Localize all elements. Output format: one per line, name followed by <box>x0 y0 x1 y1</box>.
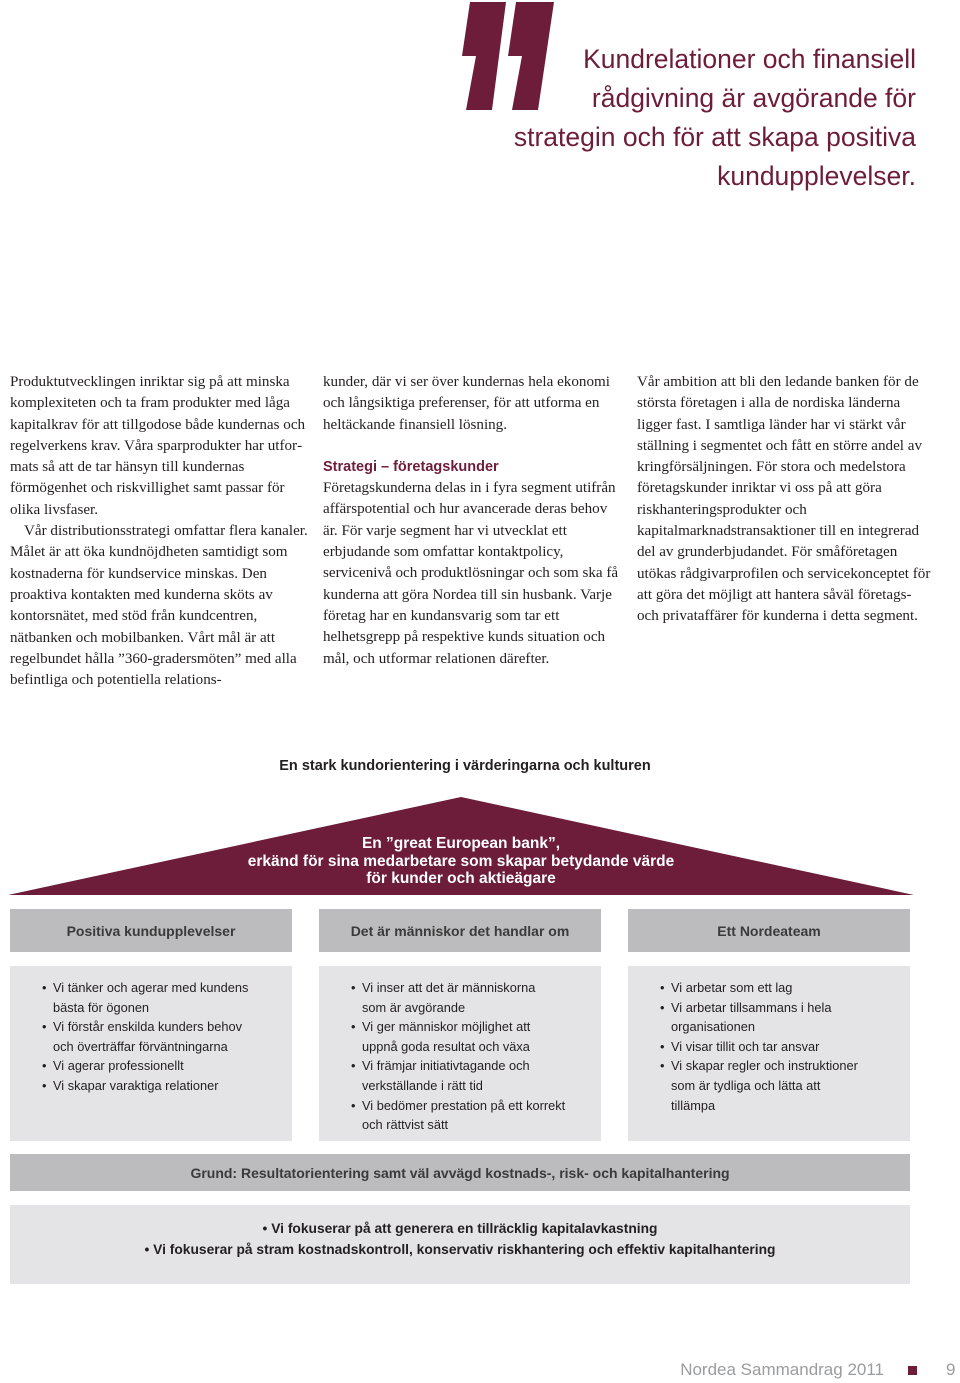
foundation-title: Grund: Resultatorientering samt väl avvägd kostnads-, risk- och kapitalhantering <box>10 1154 910 1191</box>
list-item <box>44 978 282 1017</box>
list-item-line: • Vi agerar professionellt <box>53 1058 184 1074</box>
list-item-line: • Vi arbetar tillsammans i hela <box>671 999 832 1015</box>
list-item-line: • Vi förstår enskilda kunders behov <box>53 1019 242 1035</box>
text-column-3 <box>637 372 937 628</box>
list-item-line: • Vi tänker och agerar med kundens <box>53 980 249 995</box>
pillar-title: Positiva kundupplevelser <box>10 909 292 952</box>
list-item-line: och överträffar förväntningarna <box>53 1038 228 1054</box>
list-item-line: • Vi bedömer prestation på ett korrekt <box>362 1097 566 1113</box>
roof-line: erkänd för sina medarbetare som skapar betydande värde <box>247 852 675 870</box>
list-item <box>662 1037 900 1057</box>
foundation-list <box>10 1205 910 1284</box>
pull-quote-line: strategin och för att skapa positiva <box>513 122 916 152</box>
list-item-line: verkställande i rätt tid <box>362 1077 483 1093</box>
page-number: 9 <box>946 1360 956 1379</box>
list-item-line: som är tydliga och lätta att <box>671 1077 821 1093</box>
list-item <box>44 1076 282 1096</box>
roof-line: En ”great European bank”, <box>361 835 561 852</box>
list-item-line: • Vi skapar varaktiga relationer <box>53 1077 219 1093</box>
list-item <box>353 1096 591 1135</box>
footer-square-icon <box>908 1366 917 1375</box>
pillar-title: Ett Nordeateam <box>628 909 910 952</box>
list-item-line: bästa för ögonen <box>53 999 150 1015</box>
list-item-line: • Vi arbetar som ett lag <box>671 980 793 995</box>
pillar-list <box>628 966 910 1141</box>
foundation-item-text: Vi fokuserar på att generera en tillräcklig kapitalavkastning <box>271 1221 658 1236</box>
paragraph: Vår ambition att bli den ledande banken för de största företagen i alla de nordiska länderna ligger fast. I samtliga länder har vi stärkt vår ställning i segmentet och fått en större andel av kringförsäljningen. För stora och medelstora företagskunder inriktar vi oss på att göra riskhanteringsprodukter och kapitalmarknadstransaktioner till en integrerad del av grunderbjudandet. För småföretagen utökas rådgivarprofilen och servicekonceptet för att göra det möjligt att hantera såväl företags- och privataffärer för kunderna i detta segment. <box>637 374 931 625</box>
paragraph: Produktutvecklingen inriktar sig på att minska komplexiteten och ta fram produkter med låga kapitalkrav för att tillgodose både kundernas och regelverkens krav. Våra sparprodukter har utformats så att de tar hänsyn till kundernas förmögenhet och riskvillighet samt passar för olika livsfaser. <box>10 374 306 518</box>
pull-quote-line: Kundrelationer och finansiell <box>583 44 916 74</box>
text-column-2 <box>323 372 623 670</box>
pull-quote-line: kundupplevelser. <box>717 161 916 191</box>
list-item-line: och rättvist sätt <box>362 1117 449 1133</box>
list-item-line: uppnå goda resultat och växa <box>362 1038 530 1054</box>
list-item <box>353 1056 591 1095</box>
list-item-line: organisationen <box>671 1019 755 1035</box>
foundation-item: • Vi fokuserar på att generera en tillräcklig kapitalavkastning <box>262 1221 658 1236</box>
list-item-line: • Vi främjar initiativtagande och <box>362 1058 530 1074</box>
footer-brand: Nordea Sammandrag 2011 <box>680 1360 884 1379</box>
list-item <box>353 978 591 1017</box>
pillar-title: Det är människor det handlar om <box>319 909 601 952</box>
pull-quote <box>470 40 916 196</box>
paragraph: Företagskunderna delas in i fyra segment utifrån affärspotential och hur avancerade deras behov är. För varje segment har vi utvecklat ett erbjudande som omfattar kontaktpolicy, servicenivå och produktlösningar och som ska få kunderna att göra Nordea till sin husbank. Varje företag har en kundansvarig som tar ett helhetsgrepp på respektive kunds situation och mål, och utformar relationen därefter. <box>323 480 619 667</box>
diagram-title: En stark kundorientering i värderingarna och kulturen <box>279 758 651 774</box>
list-item <box>44 1056 282 1076</box>
list-item <box>662 1056 900 1115</box>
list-item <box>353 1017 591 1056</box>
list-item-line: • Vi visar tillit och tar ansvar <box>671 1038 820 1054</box>
list-item-line: tillämpa <box>671 1097 716 1113</box>
list-item-line: • Vi ger människor möjlighet att <box>362 1019 531 1035</box>
section-heading: Strategi – företagskunder <box>323 458 499 475</box>
list-item-line: • Vi skapar regler och instruktioner <box>671 1058 858 1074</box>
text-column-1 <box>10 372 310 691</box>
list-item <box>662 998 900 1037</box>
list-item-line: som är avgörande <box>362 999 466 1015</box>
foundation-item-text: Vi fokuserar på stram kostnadskontroll, konservativ riskhantering och effektiv kapitalhantering <box>153 1241 776 1257</box>
roof-label <box>8 835 914 888</box>
list-item-line: • Vi inser att det är människorna <box>362 980 536 995</box>
pull-quote-line: rådgivning är avgörande för <box>591 83 916 113</box>
pillar-list <box>319 966 601 1141</box>
paragraph: Vår distributionsstrategi omfattar flera kanaler. Målet är att öka kundnöjdheten samtidigt som kostnaderna för kundservice minskas. Den proaktiva kontakten med kunderna sköts av kontorsnätet, med stöd från kundcentren, nätbanken och mobilbanken. Vårt mål är att regelbundet hålla ”360-gradersmöten” med alla befintliga och potentiella relations- <box>10 523 308 689</box>
list-item <box>662 978 900 998</box>
foundation-item: • Vi fokuserar på stram kostnadskontroll, konservativ riskhantering och effektiv kapitalhantering <box>144 1241 776 1257</box>
paragraph: kunder, där vi ser över kundernas hela ekonomi och långsiktiga preferenser, för att utforma en heltäckande finansiell lösning. <box>323 374 610 433</box>
list-item <box>44 1017 282 1056</box>
pillar-list <box>10 966 292 1141</box>
roof-line: för kunder och aktieägare <box>366 870 556 887</box>
